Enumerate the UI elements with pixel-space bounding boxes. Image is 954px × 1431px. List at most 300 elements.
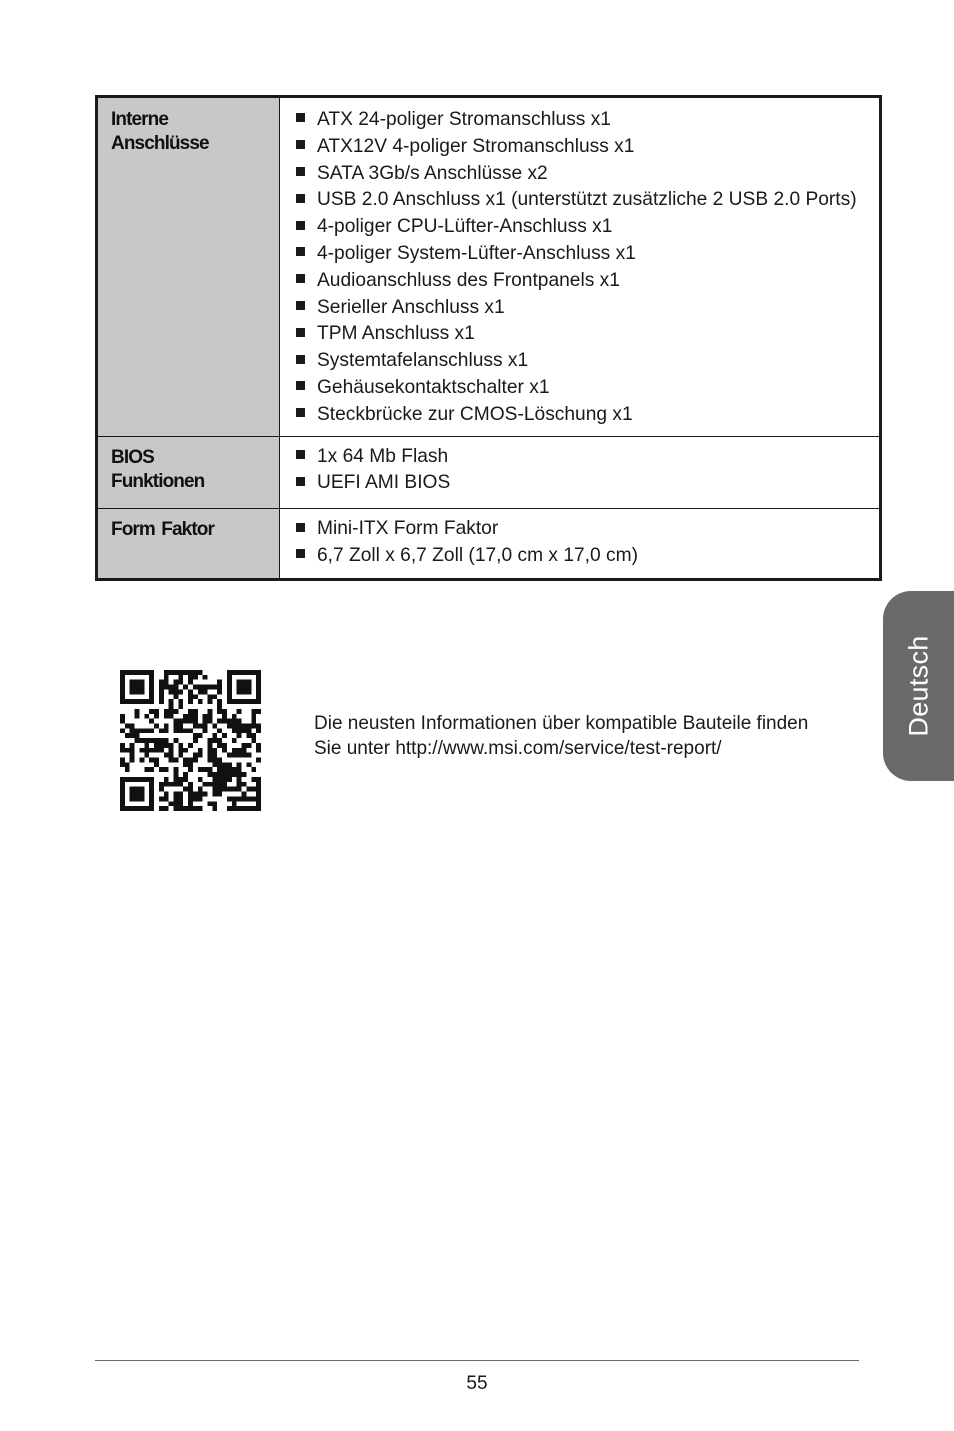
qr-module [193,733,198,738]
qr-module [242,782,247,787]
square-bullet-icon [296,549,305,558]
qr-module [227,753,232,758]
square-bullet-icon [296,450,305,459]
qr-module [139,670,144,675]
qr-module [193,685,198,690]
qr-module [164,796,169,801]
qr-module [144,714,149,719]
qr-module [135,680,140,685]
qr-module [169,753,174,758]
qr-module [251,796,256,801]
qr-module [198,796,203,801]
qr-module [217,792,222,797]
qr-module [227,685,232,690]
qr-module [246,796,251,801]
qr-module [246,689,251,694]
qr-module [130,753,135,758]
qr-module [130,680,135,685]
qr-module [237,787,242,792]
qr-module [212,758,217,763]
qr-module [188,689,193,694]
spec-item [296,375,875,402]
qr-module [159,680,164,685]
qr-module [135,796,140,801]
qr-module [251,767,256,772]
spec-row-bios-functions [97,436,881,509]
square-bullet-icon [296,247,305,256]
qr-module [217,699,222,704]
qr-module [251,738,256,743]
spec-item [296,321,875,348]
qr-module [208,738,213,743]
qr-module [193,714,198,719]
qr-module [159,782,164,787]
qr-module [242,685,247,690]
qr-module [169,801,174,806]
qr-module [227,777,232,782]
spec-item-text: Systemtafelanschluss x1 [317,350,529,372]
spec-item [296,543,875,570]
qr-module [256,743,261,748]
qr-module [164,709,169,714]
qr-module [149,806,154,811]
qr-module [212,792,217,797]
qr-module [188,767,193,772]
qr-module [139,806,144,811]
qr-module [144,777,149,782]
qr-module [256,796,261,801]
qr-module [120,796,125,801]
square-bullet-icon [296,194,305,203]
page-number: 55 [466,1373,488,1394]
qr-module [246,806,251,811]
qr-module [159,685,164,690]
qr-module [173,685,178,690]
qr-module [246,670,251,675]
qr-module [130,689,135,694]
qr-module [164,767,169,772]
qr-module [130,787,135,792]
qr-module [198,670,203,675]
qr-module [193,738,198,743]
qr-module [178,719,183,724]
qr-module [246,680,251,685]
qr-module [149,670,154,675]
qr-module [217,680,222,685]
qr-module [159,728,164,733]
qr-module [178,675,183,680]
qr-module [242,753,247,758]
square-bullet-icon [296,274,305,283]
qr-module [149,801,154,806]
qr-module [125,767,130,772]
qr-module [217,758,222,763]
qr-module [203,689,208,694]
qr-module [212,762,217,767]
qr-module [237,709,242,714]
qr-module [183,670,188,675]
qr-module [232,767,237,772]
qr-module [188,758,193,763]
qr-module [188,694,193,699]
qr-module [246,753,251,758]
square-bullet-icon [296,301,305,310]
qr-module [251,723,256,728]
qr-module [198,792,203,797]
qr-module [125,777,130,782]
qr-module [183,685,188,690]
qr-module [232,723,237,728]
spec-row-form-factor [97,509,881,580]
qr-module [173,758,178,763]
square-bullet-icon [296,408,305,417]
qr-module [227,772,232,777]
qr-module [183,777,188,782]
qr-module [208,772,213,777]
qr-module [222,748,227,753]
qr-module [178,748,183,753]
spec-item [296,134,875,161]
qr-module [144,670,149,675]
spec-table [95,95,882,581]
qr-module [159,689,164,694]
qr-module [154,709,159,714]
qr-module [144,806,149,811]
qr-module [203,719,208,724]
qr-module [120,762,125,767]
qr-module [173,689,178,694]
qr-module [159,699,164,704]
spec-label-cell [97,97,280,437]
qr-module [256,680,261,685]
spec-label-line: Funktionen [111,470,205,492]
spec-item-text: Steckbrücke zur CMOS-Löschung x1 [317,403,633,425]
qr-module [237,699,242,704]
qr-module [149,782,154,787]
qr-module [149,689,154,694]
qr-module [203,675,208,680]
qr-module [154,738,159,743]
qr-module [212,753,217,758]
qr-module [159,738,164,743]
qr-module [120,806,125,811]
qr-module [212,782,217,787]
qr-module [139,758,144,763]
qr-module [242,806,247,811]
qr-module [178,699,183,704]
qr-module [139,685,144,690]
square-bullet-icon [296,221,305,230]
qr-module [188,675,193,680]
qr-module [232,738,237,743]
qr-module [164,738,169,743]
qr-module [173,806,178,811]
qr-module [256,801,261,806]
qr-module [242,743,247,748]
qr-module [149,719,154,724]
qr-module [193,694,198,699]
qr-module [135,792,140,797]
qr-module [193,796,198,801]
qr-module [237,796,242,801]
qr-module [208,719,213,724]
qr-module [173,782,178,787]
qr-module [120,792,125,797]
qr-module [164,675,169,680]
qr-module [217,743,222,748]
language-side-tab [883,591,954,781]
qr-code-icon [120,670,261,811]
qr-module [169,714,174,719]
qr-module [227,806,232,811]
spec-item-text: Serieller Anschluss x1 [317,296,505,318]
spec-item [296,470,875,497]
qr-module [237,719,242,724]
qr-module [227,675,232,680]
spec-item [296,402,875,429]
spec-item-text: ATX 24-poliger Stromanschluss x1 [317,109,611,130]
qr-module [178,796,183,801]
qr-module [173,767,178,772]
qr-module [144,748,149,753]
qr-module [246,787,251,792]
qr-module [188,796,193,801]
qr-module [188,699,193,704]
spec-item-text: TPM Anschluss x1 [317,323,475,345]
qr-module [120,743,125,748]
qr-module [198,733,203,738]
qr-module [169,709,174,714]
spec-item [296,295,875,322]
qr-module [164,714,169,719]
qr-module [130,685,135,690]
qr-module [149,738,154,743]
qr-module [227,670,232,675]
qr-module [198,787,203,792]
qr-module [183,787,188,792]
spec-item-text: Mini-ITX Form Faktor [317,518,499,540]
qr-module [178,792,183,797]
square-bullet-icon [296,381,305,390]
spec-item-text: USB 2.0 Anschluss x1 (unterstützt zusätzliche 2 USB 2.0 Ports) [317,189,857,211]
qr-module [144,728,149,733]
qr-module [135,787,140,792]
qr-module [203,685,208,690]
qr-module [212,738,217,743]
square-bullet-icon [296,167,305,176]
qr-module [242,723,247,728]
qr-module [237,767,242,772]
square-bullet-icon [296,477,305,486]
qr-module [227,762,232,767]
qr-module [237,680,242,685]
qr-module [256,782,261,787]
qr-module [149,685,154,690]
spec-label-cell [97,509,280,580]
qr-module [120,675,125,680]
qr-module [232,772,237,777]
qr-module [208,801,213,806]
qr-module [135,709,140,714]
spec-item [296,444,875,471]
qr-module [178,777,183,782]
qr-module [237,772,242,777]
qr-module [130,723,135,728]
qr-module [139,792,144,797]
qr-module [173,801,178,806]
qr-module [188,787,193,792]
qr-module [256,670,261,675]
qr-module [169,743,174,748]
qr-module [164,792,169,797]
qr-module [222,772,227,777]
spec-item [296,214,875,241]
qr-module [227,719,232,724]
qr-module [135,777,140,782]
qr-module [149,796,154,801]
qr-module [130,758,135,763]
qr-module [203,792,208,797]
qr-module [169,748,174,753]
qr-module [237,777,242,782]
qr-code-graphic [120,670,261,811]
qr-module [212,694,217,699]
qr-module [193,753,198,758]
qr-module [154,758,159,763]
qr-module [246,743,251,748]
qr-module [169,782,174,787]
qr-module [135,728,140,733]
qr-module [188,680,193,685]
qr-module [232,806,237,811]
qr-module [246,733,251,738]
qr-module [232,801,237,806]
spec-item-text: Gehäusekontaktschalter x1 [317,376,550,398]
qr-module [232,753,237,758]
qr-module [217,685,222,690]
qr-module [183,762,188,767]
qr-module [120,758,125,763]
qr-module [173,670,178,675]
qr-module [120,714,125,719]
qr-module [227,680,232,685]
qr-module [232,670,237,675]
qr-module [208,753,213,758]
qr-module [149,699,154,704]
qr-module [198,777,203,782]
qr-module [227,787,232,792]
qr-module [178,728,183,733]
qr-module [222,787,227,792]
qr-module [139,728,144,733]
qr-module [173,738,178,743]
qr-module [256,685,261,690]
qr-module [203,782,208,787]
spec-label-line: Anschlüsse [111,133,209,154]
qr-module [183,758,188,763]
qr-module [154,762,159,767]
qr-module [222,743,227,748]
qr-module [256,694,261,699]
qr-module [149,709,154,714]
qr-module [159,806,164,811]
qr-module [232,728,237,733]
qr-module [227,694,232,699]
qr-module [125,699,130,704]
qr-module [188,714,193,719]
qr-module [251,787,256,792]
qr-module [256,806,261,811]
qr-module [203,723,208,728]
qr-module [188,719,193,724]
qr-module [154,748,159,753]
spec-value-cell [280,97,881,437]
qr-module [246,685,251,690]
qr-module [149,792,154,797]
qr-module [159,767,164,772]
qr-module [120,782,125,787]
qr-module [251,709,256,714]
qr-module [144,767,149,772]
qr-module [149,728,154,733]
qr-module [217,772,222,777]
qr-module [173,723,178,728]
spec-label-line: BIOS [111,446,154,468]
qr-module [256,728,261,733]
qr-module [256,699,261,704]
qr-module [169,670,174,675]
qr-module [208,699,213,704]
qr-module [222,777,227,782]
qr-module [130,743,135,748]
qr-module [222,767,227,772]
qr-module [212,787,217,792]
qr-module [159,694,164,699]
spec-item-text: 6,7 Zoll x 6,7 Zoll (17,0 cm x 17,0 cm) [317,544,638,566]
qr-module [120,728,125,733]
qr-module [149,694,154,699]
qr-module [120,670,125,675]
qr-module [188,728,193,733]
square-bullet-icon [296,523,305,532]
qr-module [130,699,135,704]
qr-module [125,748,130,753]
qr-module [222,709,227,714]
qr-module [212,685,217,690]
qr-module [120,777,125,782]
qr-module [188,670,193,675]
qr-module [178,680,183,685]
qr-module [188,782,193,787]
qr-module [242,699,247,704]
qr-module [135,806,140,811]
spec-item-text: Audioanschluss des Frontpanels x1 [317,269,620,291]
qr-module [212,806,217,811]
qr-module [217,704,222,709]
qr-module [154,743,159,748]
square-bullet-icon [296,328,305,337]
spec-item-text: SATA 3Gb/s Anschlüsse x2 [317,162,548,184]
spec-item [296,241,875,268]
qr-module [120,748,125,753]
qr-module [217,777,222,782]
qr-module [246,762,251,767]
qr-module [227,796,232,801]
qr-module [149,675,154,680]
qr-module [208,782,213,787]
qr-module [246,728,251,733]
qr-module [217,762,222,767]
